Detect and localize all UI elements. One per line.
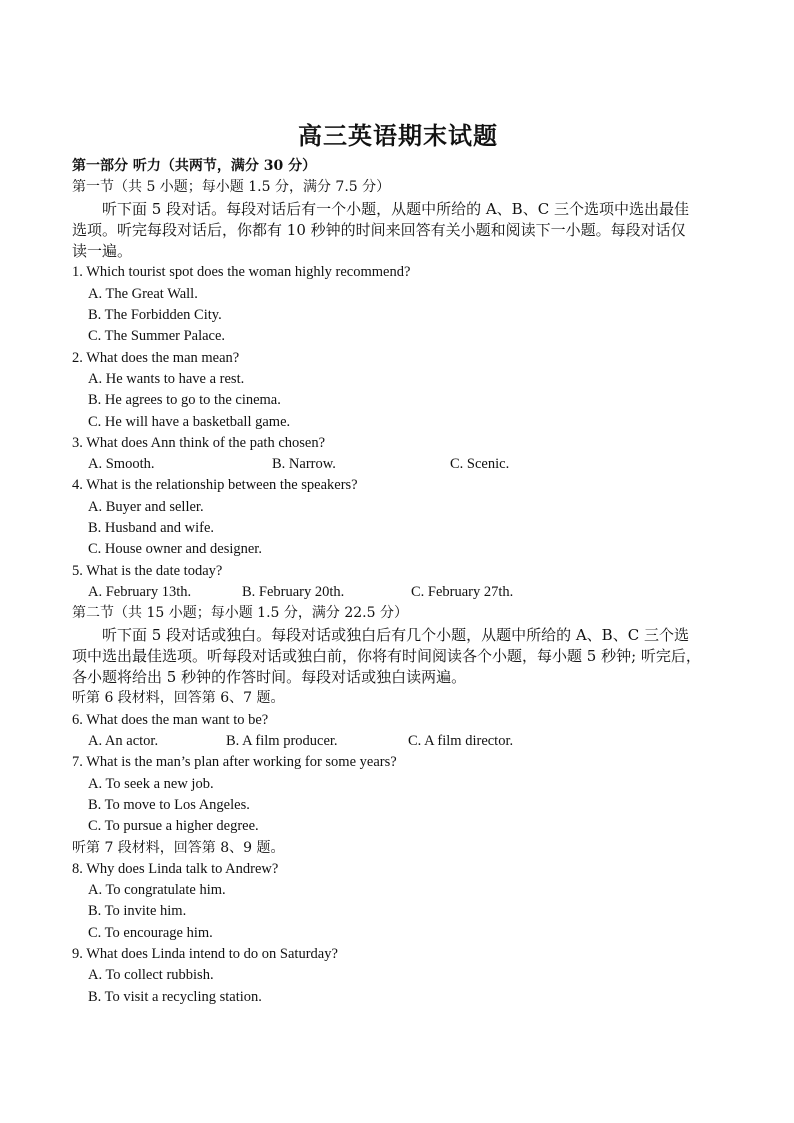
q8-option-b: B. To invite him. xyxy=(88,903,187,920)
q6-option-c: C. A film director. xyxy=(408,733,514,750)
q5-options xyxy=(72,582,724,603)
q2-option-b: B. He agrees to go to the cinema. xyxy=(88,392,281,409)
q8-option-c: C. To encourage him. xyxy=(88,924,213,941)
q4-option-a: A. Buyer and seller. xyxy=(88,498,204,515)
q6-options xyxy=(72,731,724,752)
section1-instructions xyxy=(72,199,724,263)
q2-option-a: A. He wants to have a rest. xyxy=(88,370,245,387)
q5-option-a: A. February 13th. xyxy=(88,583,192,600)
question-9: 9. What does Linda intend to do on Saturday? xyxy=(72,945,338,962)
material-7-heading: 听第 7 段材料，回答第 8、9 题。 xyxy=(72,839,285,856)
exam-page xyxy=(72,118,724,1008)
instruction-line: 选项。听完每段对话后，你都有 10 秒钟的时间来回答有关小题和阅读下一小题。每段对话仅 xyxy=(72,220,686,239)
q1-option-c: C. The Summer Palace. xyxy=(88,328,226,345)
section2-heading: 第二节（共 15 小题；每小题 1.5 分，满分 22.5 分） xyxy=(72,605,408,622)
q3-options xyxy=(72,454,724,475)
q9-option-b: B. To visit a recycling station. xyxy=(88,988,262,1005)
q7-option-a: A. To seek a new job. xyxy=(88,775,214,792)
q4-option-b: B. Husband and wife. xyxy=(88,520,215,537)
section2-instructions xyxy=(72,625,724,689)
instruction-line: 听下面 5 段对话。每段对话后有一个小题，从题中所给的 A、B、C 三个选项中选出最佳 xyxy=(102,199,689,218)
q1-option-b: B. The Forbidden City. xyxy=(88,307,222,324)
question-8: 8. Why does Linda talk to Andrew? xyxy=(72,860,279,877)
q6-option-b: B. A film producer. xyxy=(226,733,338,750)
q3-option-a: A. Smooth. xyxy=(88,456,155,473)
question-1: 1. Which tourist spot does the woman highly recommend? xyxy=(72,264,411,281)
material-6-heading: 听第 6 段材料，回答第 6、7 题。 xyxy=(72,690,285,707)
q8-option-a: A. To congratulate him. xyxy=(88,882,226,899)
q7-option-c: C. To pursue a higher degree. xyxy=(88,818,259,835)
q9-option-a: A. To collect rubbish. xyxy=(88,967,214,984)
q5-option-c: C. February 27th. xyxy=(411,583,514,600)
page-title: 高三英语期末试题 xyxy=(298,121,498,150)
question-6: 6. What does the man want to be? xyxy=(72,711,269,728)
question-5: 5. What is the date today? xyxy=(72,562,223,579)
q2-option-c: C. He will have a basketball game. xyxy=(88,413,291,430)
q5-option-b: B. February 20th. xyxy=(242,583,345,600)
question-4: 4. What is the relationship between the speakers? xyxy=(72,477,358,494)
section1-heading: 第一节（共 5 小题；每小题 1.5 分，满分 7.5 分） xyxy=(72,179,391,196)
question-2: 2. What does the man mean? xyxy=(72,349,240,366)
instruction-line: 读一遍。 xyxy=(72,242,133,261)
instruction-line: 项中选出最佳选项。听每段对话或独白前，你将有时间阅读各个小题，每小题 5 秒钟; 听完后， xyxy=(72,646,701,665)
question-7: 7. What is the man’s plan after working for some years? xyxy=(72,754,397,771)
q3-option-c: C. Scenic. xyxy=(450,456,510,473)
instruction-line: 各小题将给出 5 秒钟的作答时间。每段对话或独白读两遍。 xyxy=(72,668,467,687)
instruction-line: 听下面 5 段对话或独白。每段对话或独白后有几个小题，从题中所给的 A、B、C 三个选 xyxy=(102,625,689,644)
q3-option-b: B. Narrow. xyxy=(272,456,336,473)
q1-option-a: A. The Great Wall. xyxy=(88,285,198,302)
q7-option-b: B. To move to Los Angeles. xyxy=(88,796,250,813)
q4-option-c: C. House owner and designer. xyxy=(88,541,262,558)
question-3: 3. What does Ann think of the path chosen? xyxy=(72,434,326,451)
q6-option-a: A. An actor. xyxy=(88,733,159,750)
part1-heading: 第一部分 听力（共两节，满分 30 分） xyxy=(72,158,317,174)
